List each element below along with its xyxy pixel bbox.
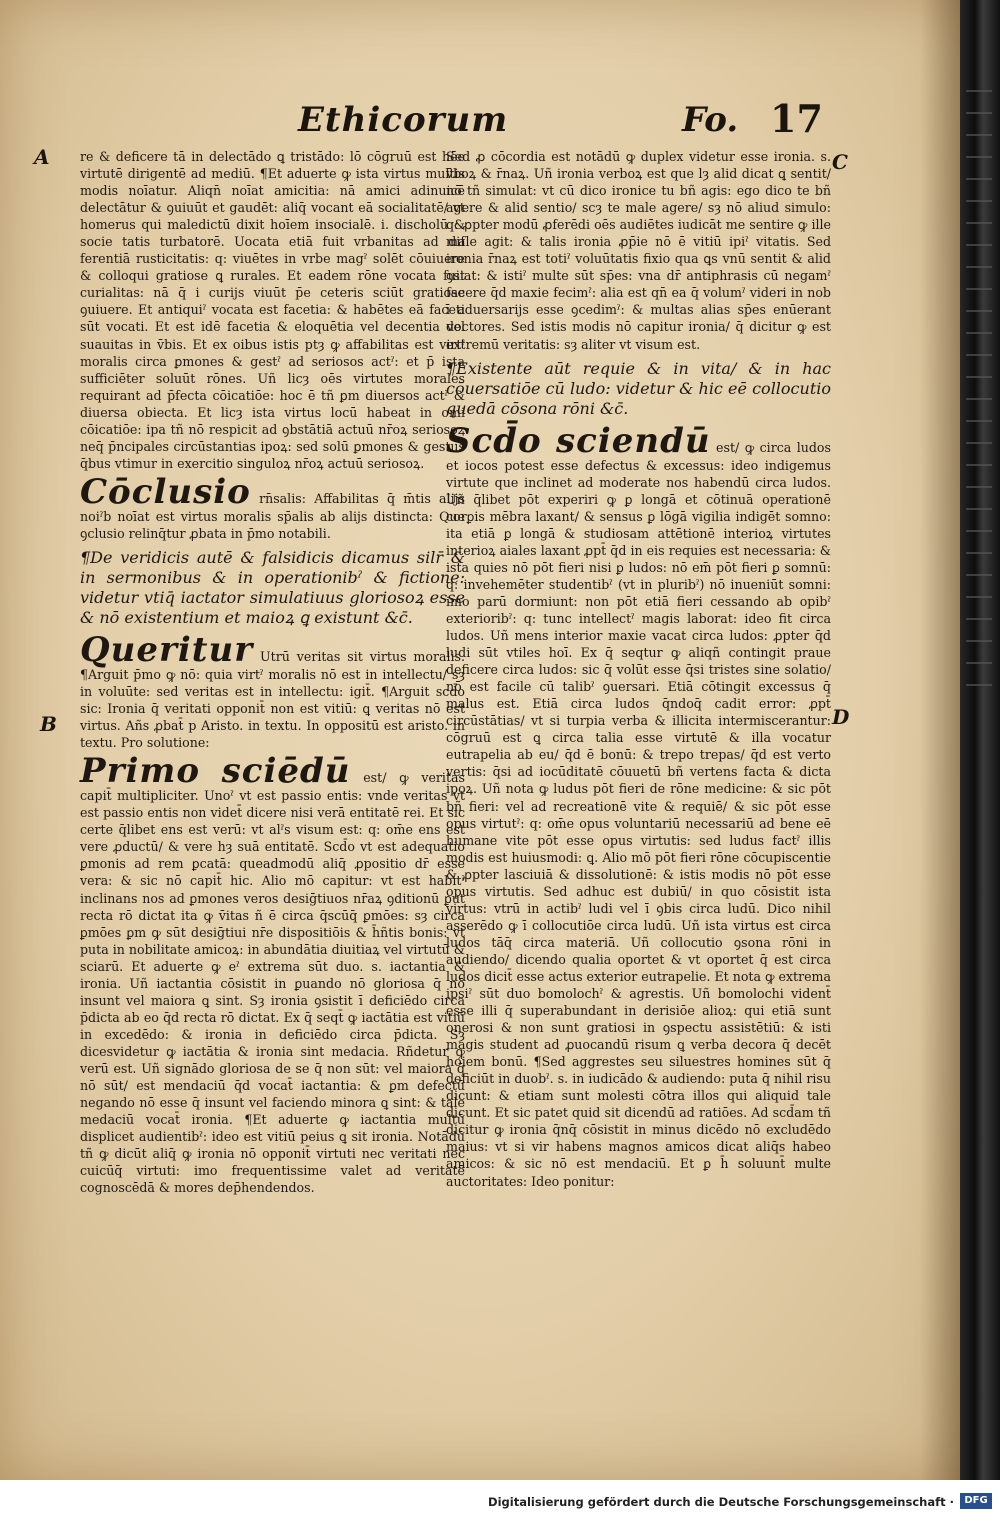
margin-letter-a: A <box>34 145 50 169</box>
book-binding-edge <box>958 0 1000 1480</box>
left-paragraph-3 <box>80 629 465 751</box>
initial-queritur: Queritur <box>80 629 254 670</box>
initial-primo: Primo sciēdū <box>80 751 351 792</box>
queritur-text: Utrū veritas sit virtus moralis. ¶Arguit p̄mo ꝙ nō: quia virtˀ moralis nō est in intellectu/ sȝ in voluūte: sed veritas est in intellectu: igit̄. ¶Arguit scd̄o sic: Ironia q̄ veritati opponit̄ non est vitiū: ꝗ veritas nō est virtus. Añs ꝓbat̄ p Aristo. in textu. In oppositū est aristo. in textu. Pro solutione: <box>80 648 465 751</box>
right-paragraph-2 <box>446 420 831 1190</box>
folio-number: 17 <box>770 96 823 141</box>
running-title: Ethicorum <box>298 100 509 140</box>
conclusio-text: rn̄salis: Affabilitas q̄ m̄tis alijs noiˀb noīat est virtus moralis sp̄alis ab alijs distincta: Que ꝯclusio relinq̄tur ꝓbata in p̄mo notabili. <box>80 490 465 541</box>
funding-credit <box>488 1495 954 1509</box>
initial-scdo: Scd̄o sciendū <box>446 420 711 461</box>
right-paragraph-1: Sed ꝓ cōcordia est notādū ꝙ duplex videtur esse ironia. s. v̄boꝝ & r̄naꝝ. Uñ ironia verboꝝ est que lȝ alid dicat ꝗ sentit/ nō tñ simulat: vt cū dico ironice tu bñ agis: ego dico te bñ agere & alid sentio/ scȝ te male agere/ sȝ nō aliud simulo: q: ꝓpter modū ꝓferēdi oēs audiētes iudicāt me sentire ꝙ ille male agit: & talis ironia ꝓp̄ie nō ē vitiū ipiˀ vitatis. Sed ironia r̄naꝝ est totiˀ voluūtatis fixio qua ꝗs vnū sentit & alid ꝯsiat: & istiˀ multe sūt sp̄es: vna dr̄ antiphrasis cū negamˀ facere q̄d maxie fecimˀ: alia est qn̄ ea q̄ volumˀ videri in nob ī aduersarijs esse ꝯcedimˀ: & multas alias sp̄es enūerant doctores. Sed istis modis nō capitur ironia/ q̄ dicitur ꝙ est extremū veritatis: sȝ aliter vt visum est. <box>446 149 831 352</box>
left-rubric: ¶De veridicis autē & falsidicis dicamus silr̄ & in sermonibus & in operationibˀ & fictione: videtur vtiq̄ iactator simulatiuus gloriosoꝝ esse & nō existentium et maioꝝ ꝗ existunt &c̄. <box>80 547 465 627</box>
funding-credit-text: Digitalisierung gefördert durch die Deutsche Forschungsgemeinschaft <box>488 1495 946 1509</box>
scdo-text: est/ ꝙ circa ludos et iocos potest esse defectus & excessus: ideo indigemus virtute que inclinet ad moderate nos habendū circa ludos. Uñ q̄libet pōt experiri ꝙ ꝑ longā et cōtinuā operationē corꝑis mēbra laxant/ & sensus ꝑ lōgā vigilia indigēt somno: ita etiā ꝑ longā & studiosam attētionē interioꝝ virtutes interioꝝ aiales laxant ꝓpt̄ q̄d in eis requies est necessaria: & ista quies nō pōt fieri nisi ꝑ ludos: nō em̄ pōt fieri ꝑ somnū: q: invehemēter studentibˀ (vt in pluribˀ) nō inueniūt somni: imo parū dormiunt: non pōt etiā fieri cessando ab opibˀ exterioribˀ: q: tunc intellectˀ magis laborat: ideo fit circa ludos. Uñ mens interior maxie vacat circa ludos: ꝓpter q̄d ludi sūt vtiles hoī. Ex q̄ seqtur ꝙ aliqñ contingit praue deficere circa ludos: sic q̄ volūt esse q̄si tristes sine solatio/ nō est facile cū talibˀ ꝯuersari. Etiā cōtingit excessus q̄ malus est. Etiā circa ludos q̄ndoq̄ cadit error: ꝓpt̄ circūstātias/ vt si turpia verba & illicita intermiscerantur: cōgruū est ꝗ circa talia esse virtutē & illa vocatur eutrapelia ab eu/ q̄d ē bonū: & trepo trepas/ q̄d est verto vertis: q̄si ad iocūditatē cōuuetū bñ vertens facta & dicta ipoꝝ. Uñ nota ꝙ ludus pōt fieri de rōne medicine: & sic pōt bñ fieri: vel ad recreationē vite & requiē/ & sic pōt esse opus virtutˀ: q: om̄e opus voluntariū necessariū ad bene eē humane vite pōt esse opus virtutis: sed ludus factˀ illis modis est huiusmodi: ꝗ. Alio mō pōt fieri rōne cōcupiscentie & ꝓpter lasciuiā & dissolutionē: & istis modis nō pōt esse opus virtutis. Sed adhuc est dubiū/ in quo cōsistit ista virtus: vtrū in actibˀ ludi vel ī ꝯbis circa ludū. Dico nihil asserēdo ꝙ ī collocutiōe circa ludū. Uñ ista virtus est circa ludos tāq̄ circa materiā. Uñ collocutio ꝯsona rōni in audiendo/ dicendo qualia oportet & vt oportet q̄ est circa ludos dicit̄ esse actus exterior eutrapelie. Et nota ꝙ extrema ipsiˀ sūt duo bomolochˀ & agrestis. Uñ bomolochi vident̄ esse illi q̄ superabundant in derisiōe alioꝝ: qui etiā sunt onerosi & non sunt gratiosi in ꝯspectu assistētiū: & isti magis student ad ꝓuocandū risum ꝗ verba decora q̄ decēt hoiem bonū. ¶Sed aggrestes seu siluestres homines sūt q̄ deficiūt in duobˀ. s. in iudicādo & audiendo: puta q̄ nihil risu dicunt: & etiam sunt molesti cōtra illos qui aliquid tale dicunt. Et sic patet quid sit dicendū ad ratiōes. Ad scd̄am tñ dicitur ꝙ ironia q̄nq̄ cōsistit in minus dicēdo nō excludēdo maius: vt si vir habens magnos amicos dicat aliq̄s habeo amicos: & sic nō est mendaciū. Et ꝑ h̄ soluunt̄ multe auctoritates: Ideo ponitur: <box>446 439 831 1189</box>
primo-text: est/ ꝙ veritas capit̄ multipliciter. Unoˀ vt est passio entis: vnde veritas vt est passio entis non videt̄ dicere nisi verā entitatē rei. Et sic certe q̄libet ens est verū: vt alˀs visum est: q: om̄e ens est vere ꝓductū/ & vere hȝ suā entitatē. Scd̄o vt est adequatio ꝑmonis ad rem ꝑcatā: queadmodū aliq̄ ꝓpositio dr̄ esse vera: & sic nō capit̄ hic. Alio mō capitur: vt est habitˀ inclinans nos ad ꝑmones veros desiḡtiuos nr̄aꝝ ꝯditionū ꝑut recta rō dictat ita ꝙ v̄itas ñ ē circa q̄scūq̄ ꝑmōes: sȝ circa ꝑmōes ꝑm ꝙ sūt desiḡtiui nr̄e dispositiōis & h̄ñtis bonis: vt puta in nobilitate amicoꝝ: in abundātia diuitiaꝝ vel virtutū & sciarū. Et aduerte ꝙ eˀ extrema sūt duo. s. iactantia & ironia. Uñ iactantia cōsistit in ꝑuando nō gloriosa q̄ nō insunt vel maiora ꝗ sint. Sȝ ironia ꝯsistit ī deficiēdo circa p̄dicta ab eo q̄d recta rō dictat. Ex q̄ seqt̄ ꝙ iactātia est vitiū in excedēdo: & ironia in deficiēdo circa p̄dicta. Sȝ dicesvidetur ꝙ iactātia & ironia sint medacia. Rñdetur ꝙ verū est. Uñ signādo gloriosa de se q̄ non sūt: vel maiora q̄ nō sūt/ est mendaciū q̄d vocat̄ iactantia: & ꝑm defectū negando nō esse q̄ insunt vel faciendo minora ꝗ sint: & tale medaciū vocat̄ ironia. ¶Et aduerte ꝙ iactantia multū displicet audientibˀ: ideo est vitiū peius ꝗ sit ironia. Notādū tñ ꝙ dicūt aliq̄ ꝙ ironia nō opponit̄ virtuti nec veritati nec cuicūq̄ virtuti: imo frequentissime valet ad veritatē cognoscēdā & mores dep̄hendendos. <box>80 770 465 1196</box>
binding-stitches <box>966 90 992 690</box>
left-paragraph-2 <box>80 471 465 542</box>
margin-letter-b: B <box>40 712 57 736</box>
folio-label: Fo. <box>682 100 739 140</box>
right-rubric: ¶Existente aūt requie & in vita/ & in hac cōuersatiōe cū ludo: videtur & hic eē collocutio quedā cōsona rōni &c̄. <box>446 358 831 418</box>
funding-credit-separator: · <box>949 1495 954 1509</box>
left-column <box>80 148 465 1196</box>
left-paragraph-4 <box>80 751 465 1196</box>
left-paragraph-1: re & deficere tā in delectādo ꝗ tristādo: lō cōgruū est hēe virtutē dirigentē ad mediū. ¶Et aduerte ꝙ ista virtus multis modis noīatur. Aliqn̄ noīat amicitia: nā amici adinuicē delectātur & ꝯuiuūt et gaudēt: aliq̄ vocant eā socialitatē/ vt homerus qui maledictū dixit hoīem insocialē. i. discholū & socie tatis turbatorē. Uocata etiā fuit vrbanitas ad dif ferentiā rusticitatis: q: viuētes in vrbe magˀ solēt cōuiuere & colloqui gratiose ꝗ rurales. Et eadem rōne vocata fuit curialitas: nā q̄ i curijs viuūt p̄e ceteris sciūt gratiose ꝯuiuere. Et antiquiˀ vocata est facetia: & habētes eā faceti sūt vocati. Et est idē facetia & eloquētia vel decentia vel suauitas in v̄bis. Et ex oibus istis ptȝ ꝙ affabilitas est virtˀ moralis circa ꝑmones & gestˀ ad seriosos actˀ: et p̄ ista sufficiēter soluūt rōnes. Uñ licȝ oēs virtutes morales requirant ad p̄fecta cōicatiōe: hoc ē tñ ꝑm diuersos actˀ & diuersa obiecta. Et licȝ ista virtus locū habeat in omi cōicatiōe: ipa tñ nō respicit ad ꝯbstātiā actuū nr̄oꝝ seriosoꝝ neq̄ p̄ncipales circūstantias ipoꝝ: sed solū ꝑmones & gestus q̄bus vtimur in exercitio singuloꝝ nr̄oꝝ actuū seriosoꝝ. <box>80 149 465 471</box>
initial-conclusio: Cōclusio <box>80 471 251 512</box>
margin-letter-d: D <box>832 705 850 729</box>
dfg-logo: DFG <box>960 1493 992 1509</box>
margin-letter-c: C <box>832 150 848 174</box>
footer-bar <box>0 1480 1000 1523</box>
right-column <box>446 148 831 1190</box>
